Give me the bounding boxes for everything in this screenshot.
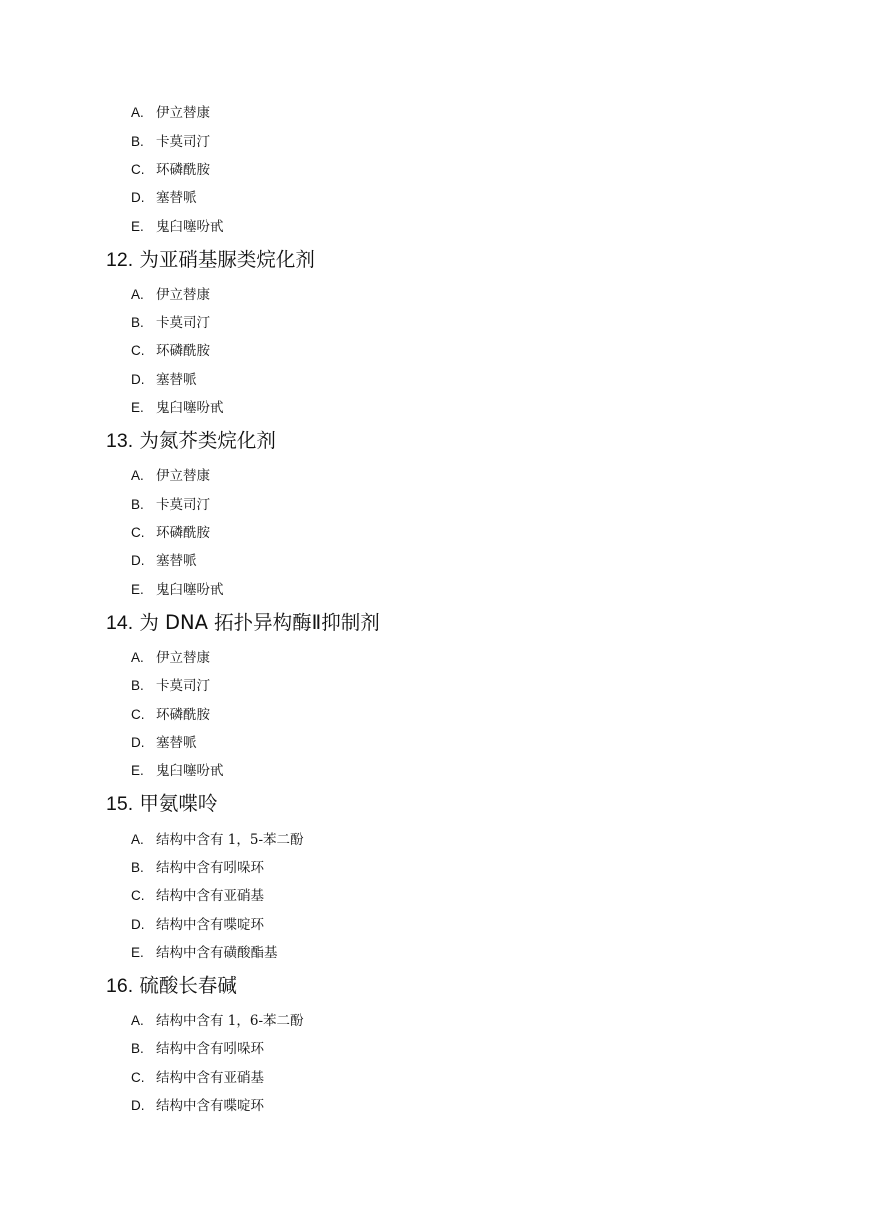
option-letter: D. <box>131 372 145 387</box>
option-letter: A. <box>131 832 144 847</box>
q12-option-d <box>131 369 197 391</box>
option-letter: E. <box>131 945 144 960</box>
option-text: 卡莫司汀 <box>156 134 210 150</box>
option-letter: C. <box>131 525 145 540</box>
q15-option-e <box>131 942 278 964</box>
option-text: 结构中含有喋啶环 <box>156 917 264 933</box>
option-letter: B. <box>131 678 144 693</box>
option-text: 结构中含有亚硝基 <box>156 888 264 904</box>
option-text: 塞替哌 <box>156 735 197 751</box>
q15-option-a <box>131 829 304 851</box>
q16-option-d <box>131 1095 264 1117</box>
option-letter: B. <box>131 134 144 149</box>
question-15 <box>106 790 217 818</box>
q15-option-b <box>131 857 264 879</box>
option-text: 卡莫司汀 <box>156 497 210 513</box>
q15-option-d <box>131 914 264 936</box>
option-letter: C. <box>131 343 145 358</box>
question-text: 为氮芥类烷化剂 <box>139 429 276 452</box>
option-text: 环磷酰胺 <box>156 343 210 359</box>
option-text: 鬼臼噻吩甙 <box>156 400 224 416</box>
question-16 <box>106 972 237 1000</box>
option-text: 伊立替康 <box>156 650 210 666</box>
option-letter: E. <box>131 219 144 234</box>
option-letter: A. <box>131 105 144 120</box>
option-letter: B. <box>131 315 144 330</box>
option-letter: D. <box>131 190 145 205</box>
q13-option-b <box>131 494 210 516</box>
option-letter: C. <box>131 707 145 722</box>
option-text: 伊立替康 <box>156 287 210 303</box>
option-letter: C. <box>131 1070 145 1085</box>
option-text: 鬼臼噻吩甙 <box>156 582 224 598</box>
question-number: 12. <box>106 249 134 271</box>
question-14 <box>106 609 380 637</box>
option-letter: A. <box>131 1013 144 1028</box>
option-letter: A. <box>131 650 144 665</box>
q12-option-c <box>131 340 210 362</box>
option-letter: D. <box>131 917 145 932</box>
q12-option-a <box>131 284 210 306</box>
option-letter: D. <box>131 1098 145 1113</box>
option-text: 卡莫司汀 <box>156 678 210 694</box>
option-text: 结构中含有磺酸酯基 <box>156 945 278 961</box>
q14-option-b <box>131 675 210 697</box>
q14-option-d <box>131 732 197 754</box>
q13-option-c <box>131 522 210 544</box>
q14-option-c <box>131 704 210 726</box>
option-text: 结构中含有吲哚环 <box>156 860 264 876</box>
q16-option-b <box>131 1038 264 1060</box>
option-letter: A. <box>131 287 144 302</box>
question-text: 为亚硝基脲类烷化剂 <box>139 248 315 271</box>
option-letter: D. <box>131 735 145 750</box>
question-number: 16. <box>106 975 134 997</box>
option-text: 鬼臼噻吩甙 <box>156 763 224 779</box>
q11-option-a <box>131 102 210 124</box>
q11-option-e <box>131 216 224 238</box>
question-number: 14. <box>106 612 134 634</box>
option-text: 结构中含有喋啶环 <box>156 1098 264 1114</box>
option-text: 伊立替康 <box>156 468 210 484</box>
option-letter: E. <box>131 400 144 415</box>
option-text: 鬼臼噻吩甙 <box>156 219 224 235</box>
option-letter: A. <box>131 468 144 483</box>
option-letter: B. <box>131 860 144 875</box>
option-text: 伊立替康 <box>156 105 210 121</box>
question-text: 硫酸长春碱 <box>139 974 237 997</box>
q13-option-d <box>131 550 197 572</box>
option-text: 结构中含有 1，5-苯二酚 <box>156 832 304 848</box>
question-number: 13. <box>106 430 134 452</box>
option-text: 结构中含有吲哚环 <box>156 1041 264 1057</box>
option-letter: B. <box>131 1041 144 1056</box>
option-letter: B. <box>131 497 144 512</box>
option-text: 塞替哌 <box>156 190 197 206</box>
q16-option-a <box>131 1010 304 1032</box>
q13-option-a <box>131 465 210 487</box>
q14-option-a <box>131 647 210 669</box>
q11-option-d <box>131 187 197 209</box>
option-text: 结构中含有 1，6-苯二酚 <box>156 1013 304 1029</box>
q12-option-e <box>131 397 224 419</box>
option-letter: C. <box>131 162 145 177</box>
option-text: 环磷酰胺 <box>156 525 210 541</box>
q15-option-c <box>131 885 264 907</box>
q11-option-b <box>131 131 210 153</box>
option-letter: E. <box>131 582 144 597</box>
question-12 <box>106 246 315 274</box>
question-text: 为 DNA 拓扑异构酶Ⅱ抑制剂 <box>139 611 380 634</box>
question-13 <box>106 427 276 455</box>
option-text: 环磷酰胺 <box>156 707 210 723</box>
option-letter: C. <box>131 888 145 903</box>
option-text: 塞替哌 <box>156 372 197 388</box>
option-text: 结构中含有亚硝基 <box>156 1070 264 1086</box>
q12-option-b <box>131 312 210 334</box>
q14-option-e <box>131 760 224 782</box>
q13-option-e <box>131 579 224 601</box>
option-letter: D. <box>131 553 145 568</box>
option-text: 塞替哌 <box>156 553 197 569</box>
option-text: 卡莫司汀 <box>156 315 210 331</box>
option-letter: E. <box>131 763 144 778</box>
question-text: 甲氨喋呤 <box>139 792 218 815</box>
question-number: 15. <box>106 793 134 815</box>
option-text: 环磷酰胺 <box>156 162 210 178</box>
q16-option-c <box>131 1067 264 1089</box>
q11-option-c <box>131 159 210 181</box>
